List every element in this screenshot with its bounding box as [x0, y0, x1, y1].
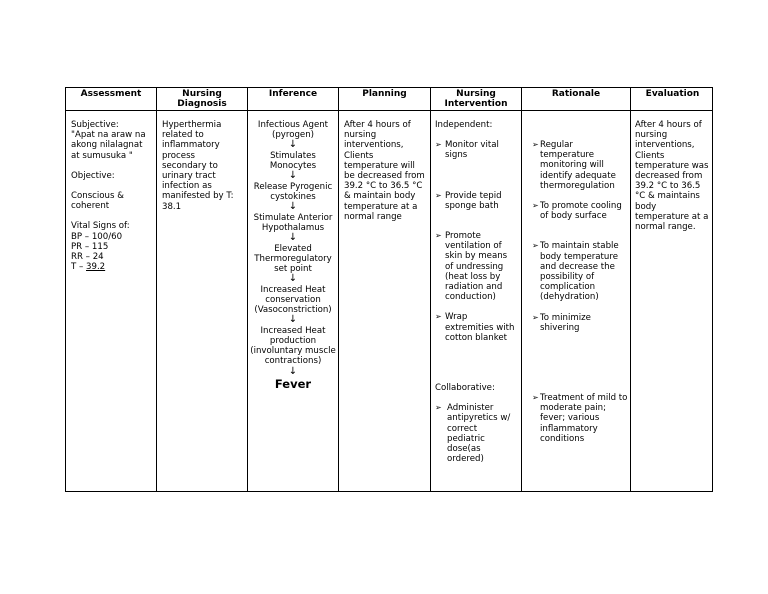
column-divider: [247, 88, 248, 491]
inference-result: Fever: [274, 377, 312, 392]
independent-label: Independent:: [435, 120, 493, 130]
down-arrow-icon: ↓: [288, 273, 298, 285]
intervention-item: ➢ Monitor vital signs: [435, 140, 499, 161]
rationale-item: ➢ Treatment of mild to moderate pain; fever; various inflammatory conditions: [532, 393, 628, 444]
evaluation-text: After 4 hours of nursing interventions, Clients temperature was decreased from 39.2 °C to 36.5 °C & maintains body temperature at a normal range.: [635, 120, 709, 233]
down-arrow-icon: ↓: [288, 170, 298, 182]
bullet-arrow-icon: ➢: [435, 403, 442, 413]
bullet-arrow-icon: ➢: [435, 190, 442, 200]
bullet-arrow-icon: ➢: [532, 241, 539, 251]
objective-text: Conscious & coherent: [71, 191, 124, 212]
inference-step: Release Pyrogenic cystokines: [253, 181, 333, 203]
bullet-arrow-icon: ➢: [532, 140, 539, 149]
diagnosis-text: Hyperthermia related to inflammatory process secondary to urinary tract infection as manifested by T: 38.1: [162, 120, 234, 212]
header-planning: Planning: [362, 89, 407, 99]
rationale-item: ➢ To minimize shivering: [532, 312, 591, 333]
header-rationale: Rationale: [551, 89, 601, 99]
header-evaluation: Evaluation: [645, 89, 700, 99]
column-divider: [521, 88, 522, 491]
temperature-prefix: T –: [71, 262, 87, 273]
down-arrow-icon: ↓: [288, 232, 298, 244]
down-arrow-icon: ↓: [288, 314, 298, 326]
inference-step: Stimulates Monocytes: [269, 150, 317, 172]
intervention-cell: [435, 120, 517, 464]
rationale-item: ➢ To maintain stable body temperature and decrease the possibility of complication (dehydration): [532, 241, 619, 303]
inference-step: Elevated Thermoregulatory set point: [254, 243, 332, 275]
pr-value: PR – 115: [71, 241, 109, 252]
intervention-item: ➢ Administer antipyretics w/ correct pediatric dose(as ordered): [435, 403, 511, 465]
header-nursing-intervention: Nursing Intervention: [444, 89, 508, 109]
bullet-arrow-icon: ➢: [435, 231, 442, 241]
intervention-item: ➢ Provide tepid sponge bath: [435, 190, 502, 211]
down-arrow-icon: ↓: [288, 139, 298, 151]
bullet-arrow-icon: ➢: [435, 140, 442, 150]
bp-value: BP – 100/60: [71, 231, 123, 242]
bullet-arrow-icon: ➢: [532, 201, 539, 211]
inference-step: Infectious Agent (pyrogen): [257, 120, 329, 141]
header-nursing-diagnosis: Nursing Diagnosis: [177, 89, 227, 109]
rationale-item: ➢ To promote cooling of body surface: [532, 201, 622, 222]
evaluation-cell: [635, 120, 711, 232]
inference-cell: [250, 120, 336, 391]
temperature-reading: 39.2: [86, 262, 106, 273]
temperature-value: [71, 262, 153, 272]
rr-value: RR – 24: [71, 252, 104, 263]
header-assessment: Assessment: [80, 89, 142, 99]
column-divider: [430, 88, 431, 491]
objective-label: Objective:: [71, 170, 115, 181]
header-divider: [66, 110, 712, 111]
intervention-item: ➢ Promote ventilation of skin by means of undressing (heat loss by radiation and conduction): [435, 231, 508, 303]
rationale-item: ➢ Regular temperature monitoring will identify adequate thermoregulation: [532, 140, 616, 191]
inference-step: Increased Heat production (involuntary muscle contractions): [250, 325, 336, 367]
down-arrow-icon: ↓: [288, 365, 298, 377]
column-divider: [630, 88, 631, 491]
subjective-label: Subjective:: [71, 120, 119, 130]
assessment-cell: [71, 120, 153, 272]
diagnosis-cell: [162, 120, 242, 212]
planning-cell: [344, 120, 428, 222]
inference-step: Increased Heat conservation (Vasoconstriction): [254, 284, 332, 316]
bullet-arrow-icon: ➢: [532, 393, 539, 403]
collaborative-label: Collaborative:: [435, 383, 495, 394]
nursing-care-plan-table: [65, 87, 713, 492]
subjective-text: "Apat na araw na akong nilalagnat at sumusuka ": [71, 130, 146, 161]
inference-step: Stimulate Anterior Hypothalamus: [253, 212, 333, 233]
planning-text: After 4 hours of nursing interventions, Clients temperature will be decreased from 39.2 °C to 36.5 °C & maintain body temperature at a normal range: [344, 120, 425, 222]
bullet-arrow-icon: ➢: [532, 312, 539, 322]
column-divider: [156, 88, 157, 491]
header-inference: Inference: [268, 89, 318, 99]
rationale-cell: [532, 140, 628, 444]
bullet-arrow-icon: ➢: [435, 312, 442, 322]
intervention-item: ➢ Wrap extremities with cotton blanket: [435, 312, 515, 343]
column-divider: [338, 88, 339, 491]
vital-signs-label: Vital Signs of:: [71, 221, 130, 232]
down-arrow-icon: ↓: [288, 201, 298, 213]
